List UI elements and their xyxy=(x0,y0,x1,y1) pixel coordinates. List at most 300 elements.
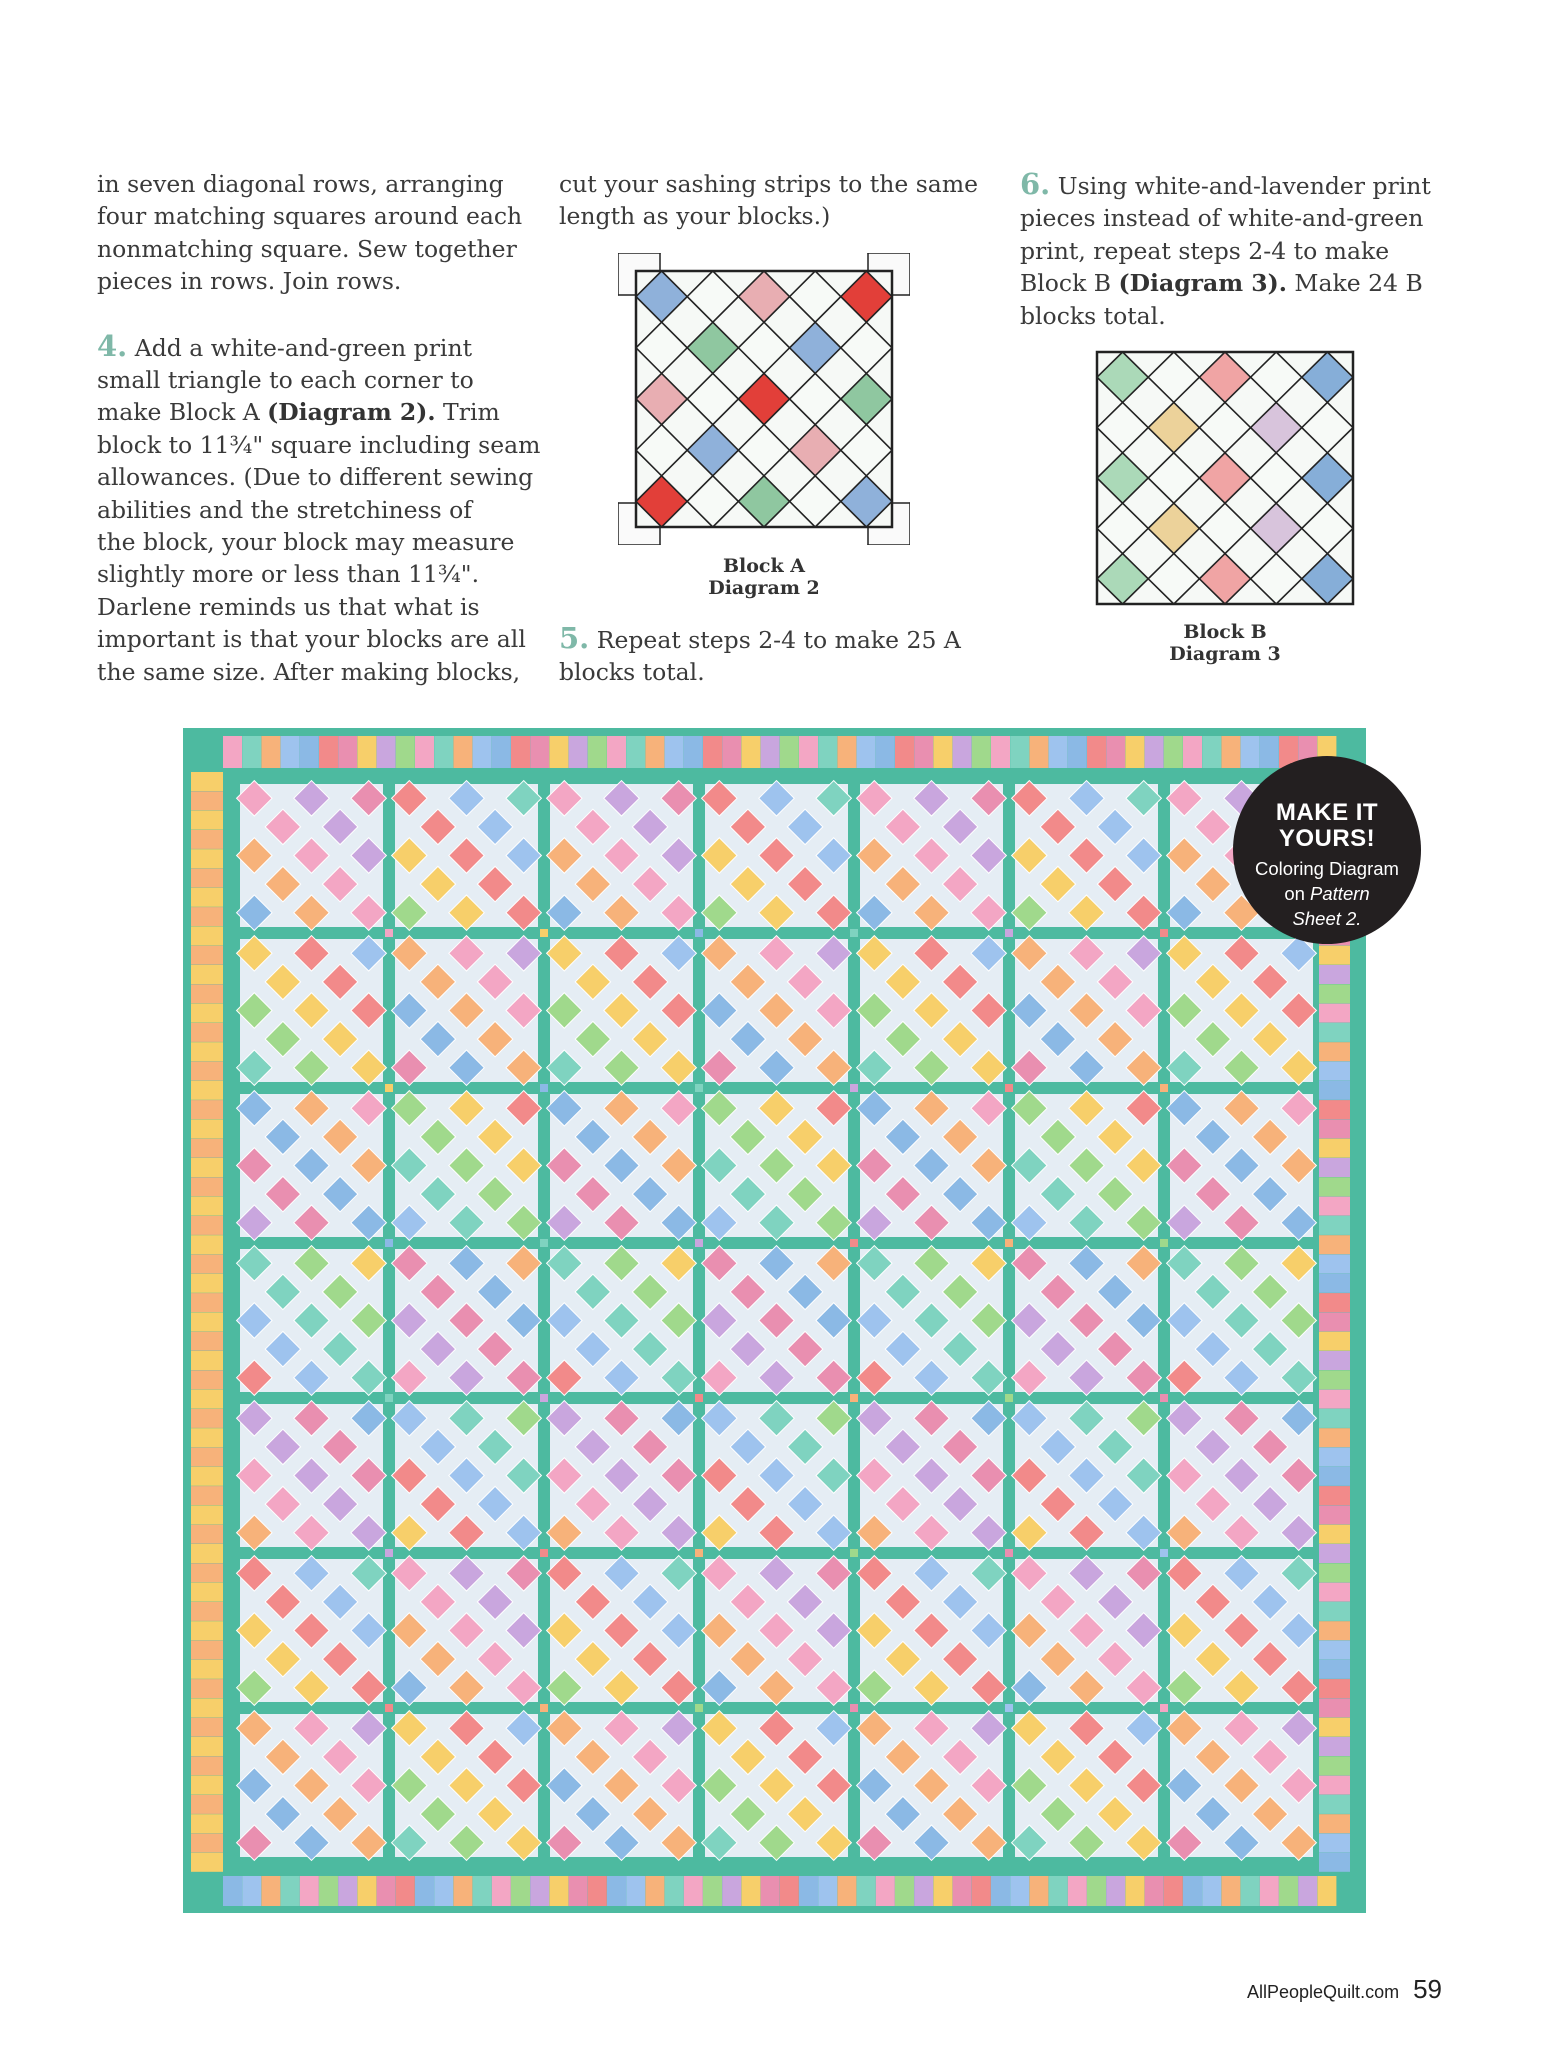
border-strip xyxy=(191,1544,223,1563)
border-strip xyxy=(191,1776,223,1795)
diamond-patch xyxy=(738,527,789,545)
border-strip xyxy=(281,1876,300,1906)
diagram-body xyxy=(1095,350,1355,606)
border-strip xyxy=(799,1876,818,1906)
cornerstone xyxy=(850,1394,858,1402)
border-strip xyxy=(1068,1876,1087,1906)
border-strip xyxy=(191,1583,223,1602)
diamond-grid xyxy=(1095,350,1355,606)
border-strip xyxy=(933,736,952,768)
border-strip xyxy=(281,736,300,768)
border-strip xyxy=(191,984,223,1003)
border-strip xyxy=(191,1853,223,1872)
border-strip xyxy=(191,1718,223,1737)
border-strip xyxy=(1318,1409,1350,1428)
border-strip xyxy=(1145,736,1164,768)
border-strip xyxy=(191,1602,223,1621)
cornerstone xyxy=(1160,1239,1168,1247)
border-strip xyxy=(453,736,472,768)
border-strip xyxy=(191,1351,223,1370)
border-strip xyxy=(1318,1100,1350,1119)
cornerstone xyxy=(540,1084,548,1092)
quilt-block xyxy=(547,1711,697,1861)
border-strip xyxy=(1318,1544,1350,1563)
border-strip xyxy=(191,1274,223,1293)
border-strip xyxy=(1318,1834,1350,1853)
border-strip xyxy=(1318,1255,1350,1274)
border-strip xyxy=(1318,1776,1350,1795)
border-strip xyxy=(1241,1876,1260,1906)
cornerstone xyxy=(1005,929,1013,937)
quilt-block xyxy=(1012,1401,1162,1551)
border-strip xyxy=(191,1177,223,1196)
quilt-block xyxy=(702,1246,852,1396)
page-number: 59 xyxy=(1413,1974,1442,2004)
text-line: in seven diagonal rows, arranging xyxy=(97,170,504,198)
border-strip xyxy=(1106,1876,1125,1906)
quilt-block xyxy=(1012,1091,1162,1241)
quilt-block xyxy=(1167,1246,1317,1396)
text-line: small triangle to each corner to xyxy=(97,366,474,395)
border-strip xyxy=(1183,736,1202,768)
border-strip xyxy=(300,1876,319,1906)
border-strip xyxy=(191,1119,223,1138)
cornerstone xyxy=(385,1239,393,1247)
diamond-patch xyxy=(687,527,738,545)
border-strip xyxy=(626,736,645,768)
border-strip xyxy=(191,1795,223,1814)
border-strip xyxy=(991,1876,1010,1906)
border-strip xyxy=(1318,1293,1350,1312)
border-strip xyxy=(761,1876,780,1906)
border-strip xyxy=(1318,1467,1350,1486)
border-strip xyxy=(415,736,434,768)
border-strip xyxy=(191,1756,223,1775)
border-strip xyxy=(191,1081,223,1100)
border-strip xyxy=(1318,1177,1350,1196)
step-6-line: 6. Using white-and-lavender print xyxy=(1020,167,1431,201)
border-strip xyxy=(1298,1876,1317,1906)
border-strip xyxy=(1125,1876,1144,1906)
block-b-diagram xyxy=(1095,350,1355,606)
border-strip xyxy=(1221,1876,1240,1906)
text-line: Block B (Diagram 3). Make 24 B xyxy=(1020,269,1423,298)
border-strip xyxy=(761,736,780,768)
border-strip xyxy=(684,736,703,768)
column-1 xyxy=(97,168,540,688)
cornerstone xyxy=(695,1239,703,1247)
border-strip xyxy=(837,736,856,768)
border-strip xyxy=(191,830,223,849)
column-2 xyxy=(559,168,978,233)
cornerstone xyxy=(695,1084,703,1092)
cornerstone xyxy=(1005,1549,1013,1557)
quilt-block xyxy=(392,936,542,1086)
border-strip xyxy=(1318,965,1350,984)
border-strip xyxy=(191,1042,223,1061)
quilt-block xyxy=(1167,936,1317,1086)
border-strip xyxy=(1318,1370,1350,1389)
cornerstone xyxy=(1160,1084,1168,1092)
border-strip xyxy=(191,1332,223,1351)
border-strip xyxy=(492,1876,511,1906)
border-strip xyxy=(191,1737,223,1756)
border-strip xyxy=(191,965,223,984)
quilt-block xyxy=(237,1401,387,1551)
cornerstone xyxy=(540,1394,548,1402)
border-strip xyxy=(1318,1486,1350,1505)
border-strip xyxy=(1164,736,1183,768)
border-strip xyxy=(741,736,760,768)
border-strip xyxy=(434,1876,453,1906)
website-url: AllPeopleQuilt.com xyxy=(1247,1982,1400,2002)
border-strip xyxy=(223,1876,242,1906)
border-strip xyxy=(1318,1081,1350,1100)
border-strip xyxy=(1318,1814,1350,1833)
border-strip xyxy=(191,1139,223,1158)
border-strip xyxy=(1318,1004,1350,1023)
border-strip xyxy=(191,1641,223,1660)
border-strip xyxy=(1318,1312,1350,1331)
text-line: allowances. (Due to different sewing xyxy=(97,463,534,492)
border-strip xyxy=(645,736,664,768)
border-strip xyxy=(191,1062,223,1081)
border-strip xyxy=(191,1834,223,1853)
border-strip xyxy=(1164,1876,1183,1906)
border-strip xyxy=(357,736,376,768)
quilt-block xyxy=(392,1246,542,1396)
border-strip xyxy=(1318,1505,1350,1524)
border-strip xyxy=(895,1876,914,1906)
border-strip xyxy=(1049,736,1068,768)
border-strip xyxy=(191,772,223,791)
text-line: blocks total. xyxy=(1020,301,1166,330)
quilt-block xyxy=(1167,1091,1317,1241)
border-strip xyxy=(857,1876,876,1906)
border-strip xyxy=(857,736,876,768)
border-strip xyxy=(722,736,741,768)
cornerstone xyxy=(1005,1239,1013,1247)
border-strip xyxy=(837,1876,856,1906)
border-strip xyxy=(703,736,722,768)
quilt-block xyxy=(702,936,852,1086)
cornerstone xyxy=(695,1704,703,1712)
border-strip xyxy=(396,1876,415,1906)
badge-line: Sheet 2. xyxy=(1292,908,1362,929)
border-strip xyxy=(357,1876,376,1906)
cornerstone xyxy=(540,929,548,937)
border-strip xyxy=(1318,1698,1350,1717)
text-line: pieces instead of white-and-green xyxy=(1020,204,1424,233)
border-strip xyxy=(1318,1448,1350,1467)
border-strip xyxy=(1318,1274,1350,1293)
border-strip xyxy=(1087,736,1106,768)
border-strip xyxy=(453,1876,472,1906)
border-strip xyxy=(191,1235,223,1254)
border-strip xyxy=(191,1370,223,1389)
cornerstone xyxy=(1160,1704,1168,1712)
quilt-block xyxy=(547,1246,697,1396)
step-5-line: 5. Repeat steps 2-4 to make 25 A xyxy=(559,621,961,655)
quilt-block xyxy=(857,1401,1007,1551)
border-strip xyxy=(191,849,223,868)
border-strip xyxy=(261,1876,280,1906)
quilt-block xyxy=(1012,781,1162,931)
border-strip xyxy=(191,888,223,907)
border-strip xyxy=(569,736,588,768)
block-b-caption: Block B Diagram 3 xyxy=(1169,621,1281,665)
border-strip xyxy=(511,1876,530,1906)
quilt-block xyxy=(237,1556,387,1706)
border-strip xyxy=(1145,1876,1164,1906)
border-strip xyxy=(191,1621,223,1640)
border-strip xyxy=(953,1876,972,1906)
border-strip xyxy=(684,1876,703,1906)
border-strip xyxy=(191,811,223,830)
border-strip xyxy=(191,1467,223,1486)
border-strip xyxy=(1068,736,1087,768)
border-strip xyxy=(242,1876,261,1906)
quilt-block xyxy=(857,936,1007,1086)
diamond-patch xyxy=(892,425,910,476)
border-strip xyxy=(876,1876,895,1906)
quilt-block xyxy=(547,781,697,931)
border-strip xyxy=(1029,1876,1048,1906)
border-strip xyxy=(1318,1756,1350,1775)
quilt-block xyxy=(392,1091,542,1241)
border-strip xyxy=(933,1876,952,1906)
border-strip xyxy=(261,736,280,768)
border-strip xyxy=(223,736,242,768)
cornerstone xyxy=(385,1084,393,1092)
border-strip xyxy=(607,736,626,768)
border-strip xyxy=(1318,1853,1350,1872)
cornerstone xyxy=(850,929,858,937)
border-strip xyxy=(818,736,837,768)
text-line: nonmatching square. Sew together xyxy=(97,234,517,263)
border-strip xyxy=(1318,984,1350,1003)
border-strip xyxy=(1202,1876,1221,1906)
quilt-blocks xyxy=(237,781,1317,1861)
diamond-patch xyxy=(790,253,841,271)
badge-title-1: MAKE IT xyxy=(1275,799,1379,826)
border-strip xyxy=(191,791,223,810)
text-line: make Block A (Diagram 2). Trim xyxy=(97,398,500,427)
quilt-block xyxy=(1167,1401,1317,1551)
cornerstone xyxy=(1005,1394,1013,1402)
border-strip xyxy=(396,736,415,768)
diagram-body xyxy=(618,253,910,545)
border-strip xyxy=(1318,1602,1350,1621)
quilt-block xyxy=(857,1556,1007,1706)
border-strip xyxy=(549,736,568,768)
border-strip xyxy=(377,736,396,768)
border-strip xyxy=(1318,1718,1350,1737)
step-5-number: 5. xyxy=(559,621,590,655)
border-strip xyxy=(1318,1563,1350,1582)
border-strip xyxy=(191,1004,223,1023)
block-a-caption: Block A Diagram 2 xyxy=(708,555,820,599)
border-strip xyxy=(665,736,684,768)
text-line: Darlene reminds us that what is xyxy=(97,592,480,621)
diamond-patch xyxy=(618,425,636,476)
quilt-block xyxy=(392,1711,542,1861)
border-strip xyxy=(319,1876,338,1906)
border-strip xyxy=(1318,1197,1350,1216)
diamond-grid xyxy=(618,253,910,545)
cornerstone xyxy=(385,929,393,937)
border-strip xyxy=(191,907,223,926)
border-strip xyxy=(876,736,895,768)
badge-title-2: YOURS! xyxy=(1278,825,1376,852)
cornerstone xyxy=(1160,929,1168,937)
border-strip xyxy=(1318,1332,1350,1351)
border-strip xyxy=(191,1505,223,1524)
quilt-block xyxy=(702,1556,852,1706)
quilt-block xyxy=(547,936,697,1086)
cornerstone xyxy=(850,1239,858,1247)
border-strip xyxy=(1125,736,1144,768)
border-strip xyxy=(191,1448,223,1467)
border-strip xyxy=(1087,1876,1106,1906)
badge-line: Coloring Diagram xyxy=(1255,858,1399,879)
quilt-block xyxy=(1012,936,1162,1086)
cornerstone xyxy=(385,1394,393,1402)
text-line: the same size. After making blocks, xyxy=(97,657,521,686)
border-strip xyxy=(549,1876,568,1906)
quilt-block xyxy=(392,781,542,931)
border-strip xyxy=(191,1428,223,1447)
border-strip xyxy=(191,1293,223,1312)
quilt-block xyxy=(857,1246,1007,1396)
border-strip xyxy=(1010,1876,1029,1906)
border-strip xyxy=(191,1312,223,1331)
border-strip xyxy=(191,1814,223,1833)
quilt-block xyxy=(237,1711,387,1861)
cornerstone xyxy=(850,1704,858,1712)
border-strip xyxy=(1260,736,1279,768)
quilt-block xyxy=(702,1091,852,1241)
border-strip xyxy=(1010,736,1029,768)
border-strip xyxy=(895,736,914,768)
badge-line: on Pattern xyxy=(1284,883,1370,904)
border-strip xyxy=(1318,1390,1350,1409)
border-strip xyxy=(492,736,511,768)
cornerstone xyxy=(1160,1394,1168,1402)
border-strip xyxy=(1318,1139,1350,1158)
border-strip xyxy=(1317,1876,1336,1906)
border-strip xyxy=(191,1409,223,1428)
border-strip xyxy=(645,1876,664,1906)
border-strip xyxy=(703,1876,722,1906)
border-strip xyxy=(415,1876,434,1906)
cornerstone xyxy=(385,1549,393,1557)
column-3 xyxy=(1020,168,1431,332)
quilt-block xyxy=(547,1091,697,1241)
diamond-patch xyxy=(687,253,738,271)
cornerstone xyxy=(850,1084,858,1092)
border-strip xyxy=(626,1876,645,1906)
text-line: blocks total. xyxy=(559,658,705,687)
text-line: slightly more or less than 11¾". xyxy=(97,560,480,589)
border-strip xyxy=(1318,1679,1350,1698)
border-strip xyxy=(1029,736,1048,768)
border-strip xyxy=(1183,1876,1202,1906)
step-5 xyxy=(559,622,961,689)
border-strip xyxy=(1279,1876,1298,1906)
diamond-patch xyxy=(738,253,789,271)
border-strip xyxy=(191,926,223,945)
quilt-block xyxy=(702,1401,852,1551)
border-strip xyxy=(191,1100,223,1119)
border-strip xyxy=(588,736,607,768)
border-strip xyxy=(191,1158,223,1177)
border-strip xyxy=(569,1876,588,1906)
border-strip xyxy=(1318,1042,1350,1061)
quilt-block xyxy=(237,781,387,931)
quilt-block xyxy=(392,1556,542,1706)
text-line: four matching squares around each xyxy=(97,202,523,231)
step-6-number: 6. xyxy=(1020,167,1051,201)
border-strip xyxy=(242,736,261,768)
border-strip xyxy=(1318,1235,1350,1254)
step-4-line: 4. Add a white-and-green print xyxy=(97,328,473,363)
cornerstone xyxy=(540,1704,548,1712)
border-strip xyxy=(338,736,357,768)
quilt-block xyxy=(1012,1711,1162,1861)
diamond-patch xyxy=(790,527,841,545)
cornerstone xyxy=(540,1239,548,1247)
border-strip xyxy=(1318,1525,1350,1544)
border-strip xyxy=(191,1023,223,1042)
border-strip xyxy=(191,1698,223,1717)
cornerstone xyxy=(385,1704,393,1712)
border-strip xyxy=(1318,1621,1350,1640)
quilt-block xyxy=(237,1246,387,1396)
step-4-number: 4. xyxy=(97,328,128,363)
border-strip xyxy=(914,1876,933,1906)
quilt-photo xyxy=(183,728,1366,1913)
border-strip xyxy=(300,736,319,768)
border-strip xyxy=(1318,1062,1350,1081)
border-strip xyxy=(191,1563,223,1582)
border-strip xyxy=(191,1390,223,1409)
quilt-block xyxy=(1167,1556,1317,1706)
border-strip xyxy=(191,946,223,965)
border-strip xyxy=(1318,1737,1350,1756)
border-strip xyxy=(1318,1641,1350,1660)
border-strip xyxy=(191,1660,223,1679)
quilt-block xyxy=(1012,1556,1162,1706)
border-strip xyxy=(191,1525,223,1544)
border-strip xyxy=(1318,1795,1350,1814)
quilt-block xyxy=(547,1556,697,1706)
border-strip xyxy=(338,1876,357,1906)
quilt-block xyxy=(392,1401,542,1551)
quilt-block xyxy=(1167,1711,1317,1861)
cornerstone xyxy=(850,1549,858,1557)
text-line: important is that your blocks are all xyxy=(97,625,526,654)
border-strip xyxy=(1318,1023,1350,1042)
text-line: length as your blocks.) xyxy=(559,202,831,231)
border-strip xyxy=(665,1876,684,1906)
cornerstone xyxy=(1005,1704,1013,1712)
border-strip xyxy=(1221,736,1240,768)
border-strip xyxy=(991,736,1010,768)
border-strip xyxy=(588,1876,607,1906)
border-strip xyxy=(319,736,338,768)
border-strip xyxy=(473,736,492,768)
